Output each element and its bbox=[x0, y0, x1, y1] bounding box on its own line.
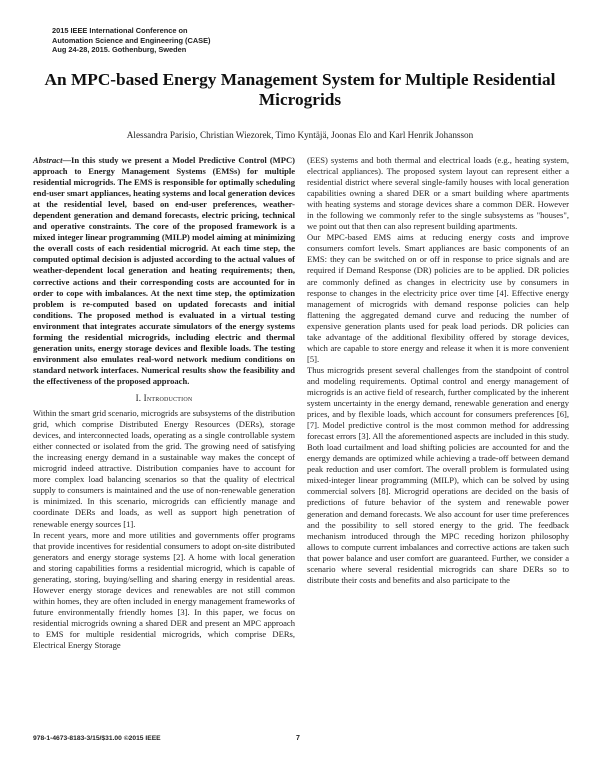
section-heading-introduction: I. Introduction bbox=[135, 392, 193, 403]
abstract-label: Abstract bbox=[33, 155, 63, 165]
conference-date-location: Aug 24-28, 2015. Gothenburg, Sweden bbox=[52, 45, 187, 55]
abstract-text: In this study we present a Model Predictive Control (MPC) approach to Energy Management Systems (EMSs) for multiple residential microgrids. The EMS is responsible for optimally scheduling end-user smart appliances, heating systems and local generation devices at the residential level, based on end-user preferences, weather-dependent generation and demand forecasts, electric pricing, technical and operative constraints. The core of the proposed framework is a mixed integer linear programming (MILP) model aiming at minimizing the overall costs of each residential microgrid. At each time step, the computed optimal decision is adjusted according to the actual values of weather-dependent local generation and heating requirements; then, corrective actions and their corresponding costs are accounted for in order to cope with imbalances. At the next time step, the optimization problem is re-computed based on updated forecasts and initial conditions. The proposed method is evaluated in a virtual testing environment that integrates accurate simulators of the energy systems forming the residential microgrids, including electric and thermal generation units, energy storage devices and flexible loads. The testing environment also emulates real-word network medium conditions on standard network interfaces. Numerical results show the feasibility and the effectiveness of the proposed approach. bbox=[33, 155, 295, 386]
page-number: 7 bbox=[296, 735, 300, 742]
body-paragraph: Our MPC-based EMS aims at reducing energy costs and improve consumers comfort levels. Smart appliances are basic components of an EMS: they can be switched on or off in response to price signals and are required if Demand Response (DR) policies are to be applied. DR policies are commonly defined as changes in electricity use by consumers in response to changes in the electricity price over time [4]. Effective energy management of microgrids with demand response policies can help flattening the aggregated demand curve and reducing the number of expensive generation plants used for peak load periods. DR policies can take advantage of the additional flexibility offered by storage devices, which are capable to store energy and release it when it is more convenient [5]. bbox=[307, 232, 569, 364]
body-paragraph: (EES) systems and both thermal and electrical loads (e.g., heating system, electrical appliances). The proposed system layout can represent either a residential district where several single-family houses with local generation capabilities owning a shared DER or a smart building where apartments with heating systems and storage devices share a common DER. However in the following we commonly refer to the single subsystems as "houses", we point out that then can also represent building apartments. bbox=[307, 155, 569, 232]
body-paragraph: In recent years, more and more utilities and governments offer programs that provide incentives for residential consumers to adopt on-site distributed generators and energy storage systems [2]. A home with local generation and storing capabilities forms a residential microgrid, which is capable of generating, storing, buying/selling and sharing energy in residential areas. However energy storage devices and renewables are not still common within homes, they are often included in energy management frameworks of future environmentally friendly homes [3]. In this paper, we focus on residential microgrids owning a shared DER and present an MPC approach to EMS for multiple residential microgrids, which comprise DERs, Electrical Energy Storage bbox=[33, 529, 295, 651]
right-column bbox=[307, 155, 569, 586]
author-list: Alessandra Parisio, Christian Wiezorek, Timo Kyntäjä, Joonas Elo and Karl Henrik Johansson bbox=[126, 130, 474, 140]
copyright-notice: 978-1-4673-8183-3/15/$31.00 ©2015 IEEE bbox=[33, 735, 161, 742]
abstract-dash: — bbox=[62, 155, 71, 165]
conference-name-line: 2015 IEEE International Conference on bbox=[52, 26, 188, 35]
body-paragraph: Thus microgrids present several challenges from the standpoint of control and modeling requirements. Optimal control and energy management of microgrids is an active field of research, further complicated by the inherent system uncertainty in the energy demand, renewable generation and energy prices, and by flexible loads, which account for consumers preferences [6], [7]. Model predictive control is the most common method for addressing forecast errors [3]. All the aforementioned aspects are included in this study. Both load curtailment and load shifting policies are accounted for and the energy demands are optimized while achieving a trade-off between demand peak reduction and user comfort. The overall problem is formulated using mixed-integer linear programming (MILP), which can be solved by using commercial solvers [8]. Microgrid operations are decided on the basis of predictions of future behavior of the system and renewable power generation and demand forecasts. We also account for user time preferences and the possibility to sell stored energy to the grid. The feedback mechanism introduced through the MPC receding horizon philosophy allows to compute current imbalances and corrective actions are taken such that power balance and user comfort are guaranteed. Further, we consider a scenario where several residential microgrids can share DERs so to distribute their costs and benefits and also participate to the bbox=[307, 364, 569, 585]
paper-title: An MPC-based Energy Management System for Multiple Residential Microgrids bbox=[44, 70, 556, 109]
left-column bbox=[33, 155, 295, 651]
conference-name-line: Automation Science and Engineering (CASE) bbox=[52, 35, 211, 45]
body-paragraph: Within the smart grid scenario, microgrids are subsystems of the distribution grid, which comprise Distributed Energy Resources (DERs), storage devices, and interconnected loads, operating as a single controllable system either connected or isolated from the grid. The growing need of satisfying the increasing energy demand in a sustainable way makes the concept of microgrid indeed attractive. Distribution companies have to account for more complex load balancing scenarios so that the quality of electrical supply to consumers is maintained and the use of non-renewable generation is minimized. In this scenario, microgrids can efficiently manage and coordinate DERs and loads, as well as support high penetration of renewable energy sources [1]. bbox=[33, 408, 295, 529]
abstract bbox=[33, 155, 295, 387]
conference-header bbox=[52, 26, 211, 55]
